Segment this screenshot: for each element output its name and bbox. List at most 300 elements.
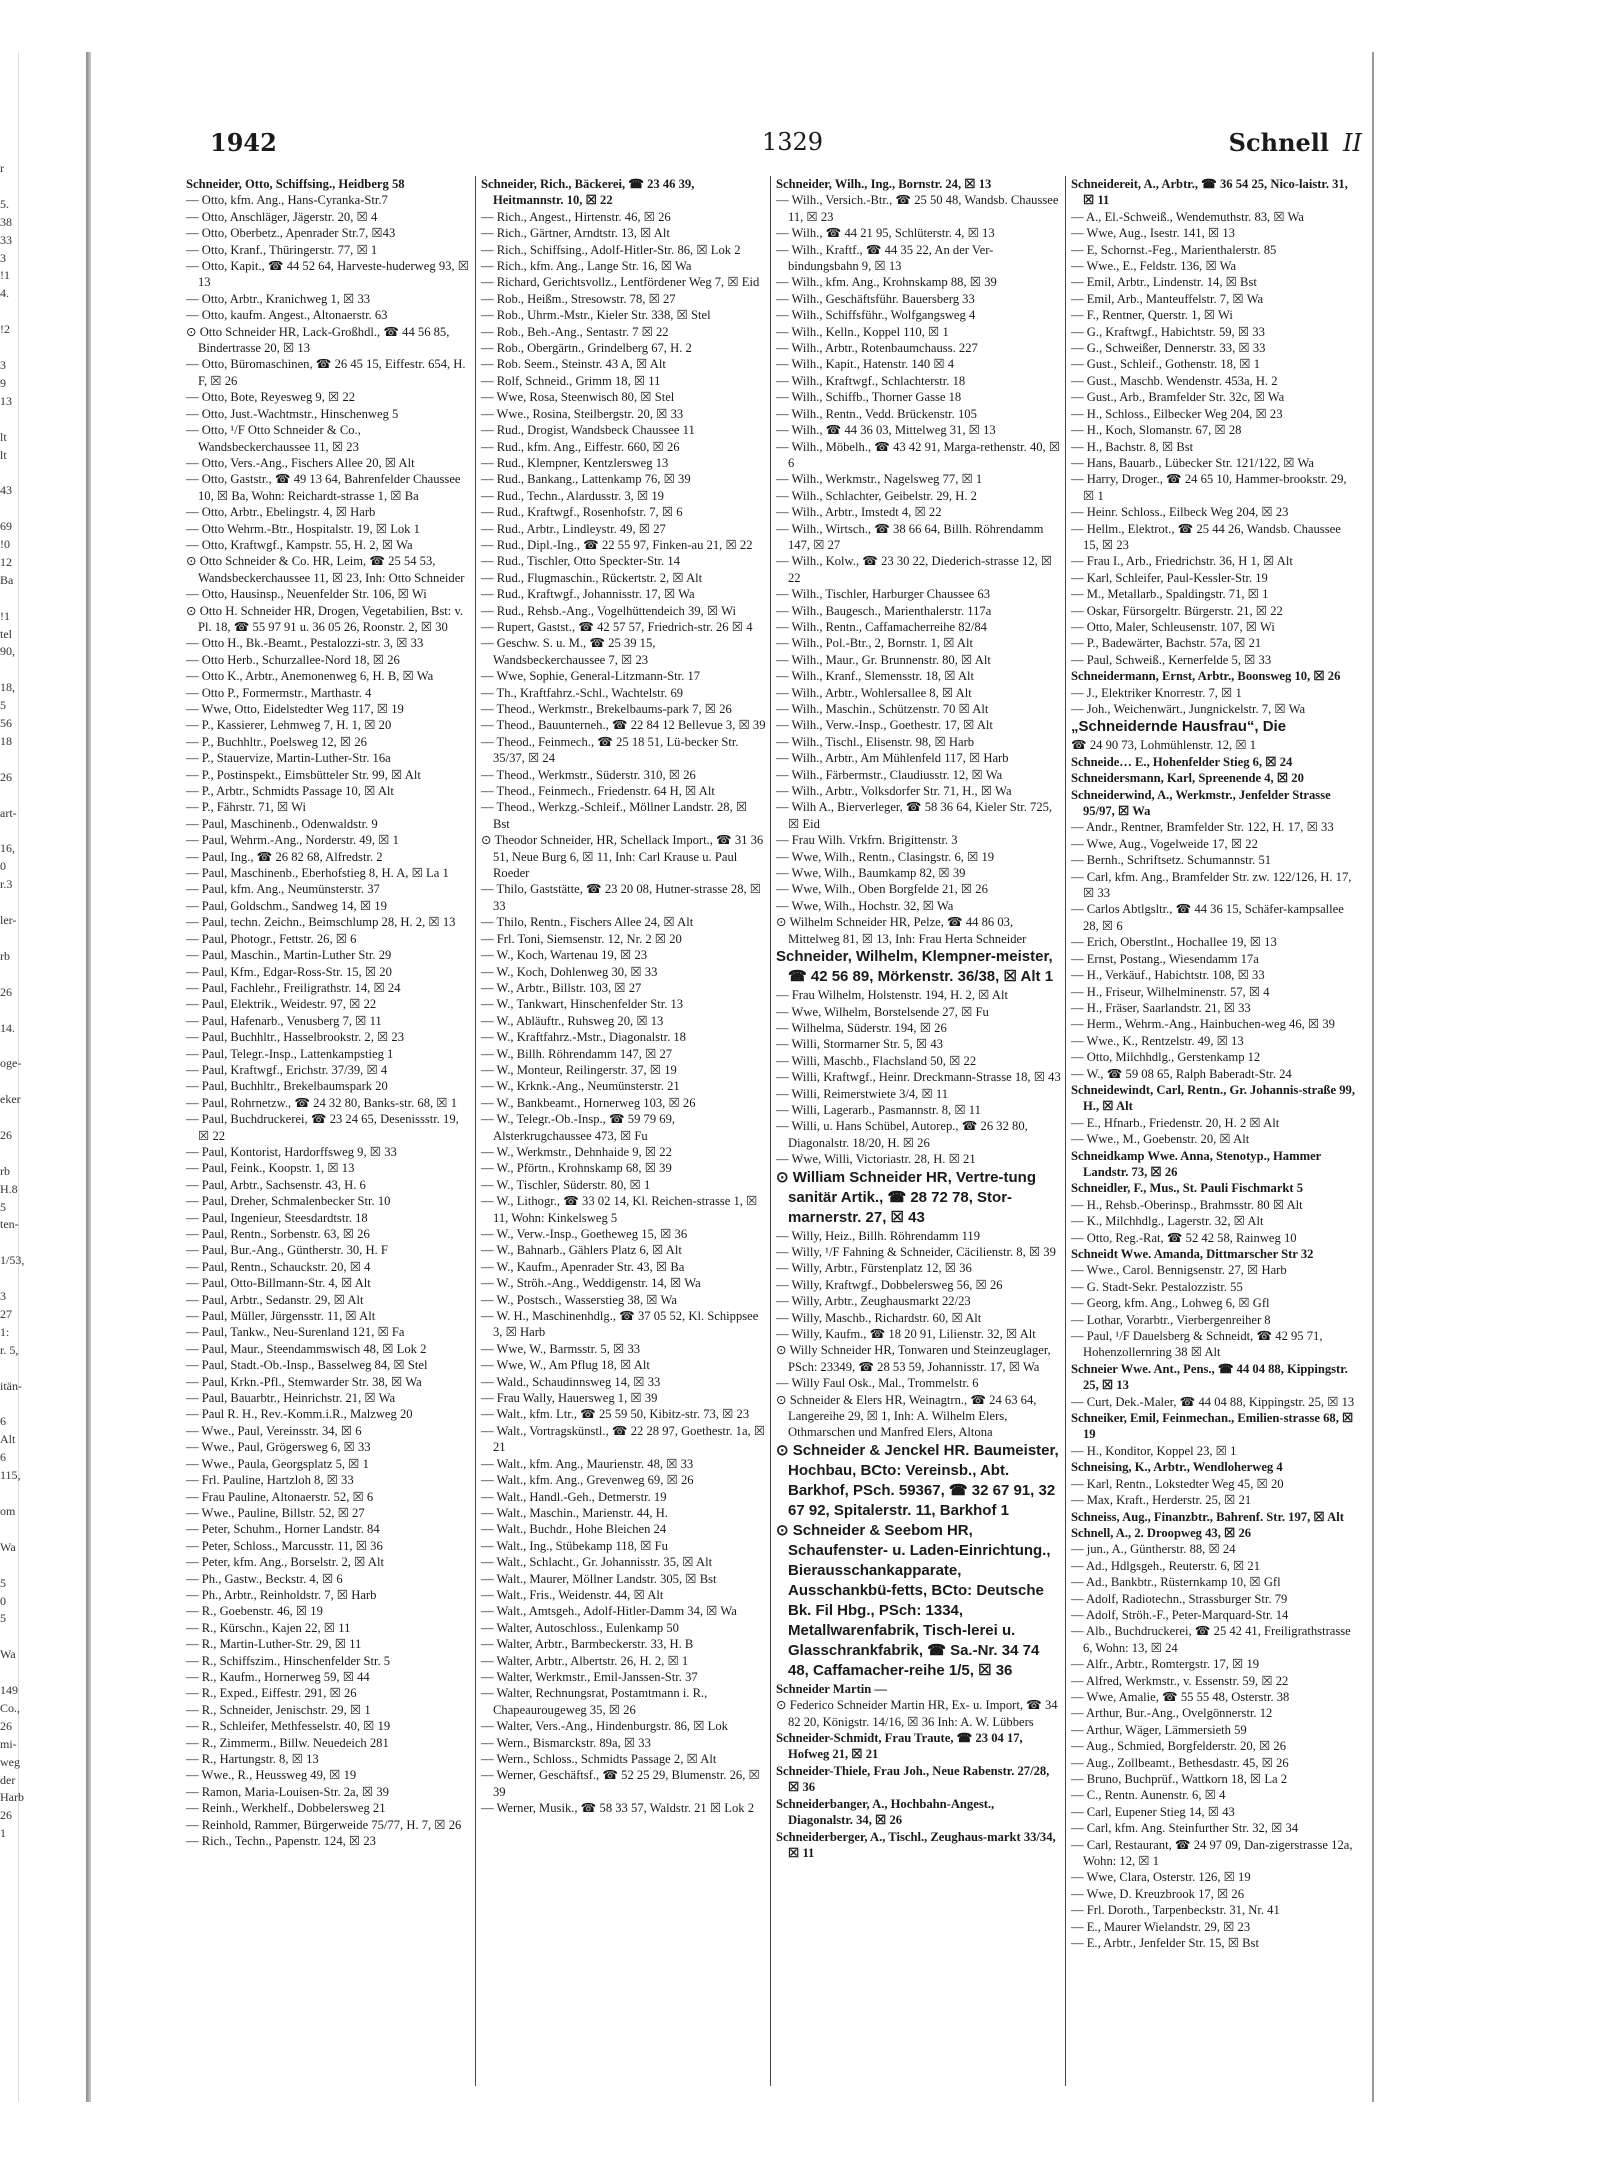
directory-entry: — Ph., Arbtr., Reinholdstr. 7, ☒ Harb: [186, 1587, 377, 1602]
strip-fragment: 26: [0, 1718, 12, 1733]
directory-entry: — Otto, Arbtr., Ebelingstr. 4, ☒ Harb: [186, 505, 376, 520]
directory-entry: — Wwe, D. Kreuzbrook 17, ☒ 26: [1071, 1886, 1244, 1901]
directory-entry: — P., Fährstr. 71, ☒ Wi: [186, 800, 307, 815]
directory-entry: — Paul, Photogr., Fettstr. 26, ☒ 6: [186, 931, 357, 946]
directory-entry: — J., Elektriker Knorrestr. 7, ☒ 1: [1071, 685, 1242, 700]
directory-entry: — Otto, Reg.-Rat, ☎ 52 42 58, Rainweg 10: [1071, 1230, 1297, 1245]
directory-entry: — Wwe, Aug., Isestr. 141, ☒ 13: [1071, 226, 1235, 241]
directory-entry: — Wilh., Maschin., Schützenstr. 70 ☒ Alt: [776, 702, 989, 716]
directory-entry: — Wilh., ☎ 44 21 95, Schlüterstr. 4, ☒ 13: [776, 226, 995, 241]
directory-entry: — F., Rentner, Querstr. 1, ☒ Wi: [1071, 308, 1233, 323]
directory-entry: — Wwe, Aug., Vogelweide 17, ☒ 22: [1071, 836, 1258, 851]
directory-entry: — Wilh., Verw.-Insp., Goethestr. 17, ☒ Alt: [776, 718, 993, 733]
directory-entry: — Otto Wehrm.-Btr., Hospitalstr. 19, ☒ Lok 1: [186, 521, 420, 536]
directory-entry: — Rud., Dipl.-Ing., ☎ 22 55 97, Finken-au 21, ☒ 22: [481, 537, 753, 552]
directory-entry: — Gust., Schleif., Gothenstr. 18, ☒ 1: [1071, 357, 1260, 372]
strip-fragment: 149: [0, 1683, 18, 1698]
directory-entry: — Rud., Klempner, Kentzlersweg 13: [481, 455, 669, 470]
directory-entry: — Frau I., Arb., Friedrichstr. 36, H 1, ☒ Alt: [1071, 554, 1293, 569]
strip-fragment: 9: [0, 375, 6, 390]
directory-entry: — Carl, kfm. Ang. Steinfurther Str. 32, ☒ 34: [1071, 1821, 1299, 1836]
directory-entry: — Walt., Buchdr., Hohe Bleichen 24: [481, 1522, 667, 1537]
strip-fragment: rb: [0, 1163, 10, 1178]
directory-entry: — Th., Kraftfahrz.-Schl., Wachtelstr. 69: [481, 685, 684, 700]
strip-fragment: [0, 1396, 16, 1414]
strip-fragment: 5.: [0, 196, 9, 211]
directory-entry: — Otto, Milchhdlg., Gerstenkamp 12: [1071, 1050, 1261, 1065]
directory-entry: — Wwe, Rosa, Steenwisch 80, ☒ Stel: [481, 390, 675, 405]
directory-entry: — Willy, Arbtr., Fürstenplatz 12, ☒ 36: [776, 1261, 972, 1276]
page-header: [116, 70, 1362, 157]
directory-entry: — Wilh., Rentn., Vedd. Brückenstr. 105: [776, 406, 977, 421]
directory-entry: ⊙ Willy Schneider HR, Tonwaren und Steinzeuglager, PSch: 23349, ☎ 28 53 59, Johannisstr. 17, ☒ Wa: [776, 1343, 1051, 1374]
directory-entry: — Wilh., Färbermstr., Claudiusstr. 12, ☒ Wa: [776, 767, 1003, 782]
column-rule: [475, 176, 476, 2086]
strip-fragment: [0, 661, 16, 679]
directory-entry: — Otto, Maler, Schleusenstr. 107, ☒ Wi: [1071, 619, 1275, 634]
directory-entry: — Reinh., Werkhelf., Dobbelersweg 21: [186, 1801, 386, 1816]
directory-entry: — Max, Kraft., Herderstr. 25, ☒ 21: [1071, 1493, 1252, 1508]
directory-entry: — H., Rehsb.-Oberinsp., Brahmsstr. 80 ☒ Alt: [1071, 1197, 1303, 1212]
directory-entry: — H., Koch, Slomanstr. 67, ☒ 28: [1071, 423, 1242, 438]
directory-entry: — Paul, Feink., Koopstr. 1, ☒ 13: [186, 1161, 355, 1176]
directory-entry: — Wilh., Schiffsführ., Wolfgangsweg 4: [776, 308, 976, 323]
strip-fragment: art-: [0, 805, 17, 820]
directory-entry: Schneier Wwe. Ant., Pens., ☎ 44 04 88, Kippingstr. 25, ☒ 13: [1071, 1361, 1348, 1393]
directory-entry: — Walt., Vortragskünstl., ☎ 22 28 97, Goethestr. 1a, ☒ 21: [481, 1423, 766, 1455]
directory-entry: — Wwe., M., Goebenstr. 20, ☒ Alt: [1071, 1132, 1250, 1147]
directory-entry: — Willy, Kraftwgf., Dobbelersweg 56, ☒ 26: [776, 1277, 1003, 1292]
strip-fragment: [0, 590, 16, 608]
directory-entry: — Paul, Goldschm., Sandweg 14, ☒ 19: [186, 898, 387, 913]
directory-entry: — Walter, Arbtr., Albertstr. 26, H. 2, ☒ 1: [481, 1653, 689, 1668]
strip-fragment: H.8: [0, 1181, 18, 1196]
directory-entry: — Wwe, Wilh., Hochstr. 32, ☒ Wa: [776, 898, 954, 913]
strip-fragment: Harb: [0, 1790, 24, 1805]
strip-fragment: 1/53,: [0, 1253, 25, 1268]
directory-entry: — Paul, Maur., Steendammswisch 48, ☒ Lok 2: [186, 1341, 427, 1356]
strip-fragment: Co.,: [0, 1700, 21, 1715]
directory-entry: — Wilh., Rentn., Caffamacherreihe 82/84: [776, 619, 987, 634]
directory-entry: — Wwe, Wilh., Oben Borgfelde 21, ☒ 26: [776, 882, 988, 897]
directory-entry: — Paul, techn. Zeichn., Beimschlump 28, H. 2, ☒ 13: [186, 915, 456, 930]
directory-entry: — R., Kürschn., Kajen 22, ☒ 11: [186, 1620, 351, 1635]
directory-entry: — Wilh., Kranf., Slemensstr. 18, ☒ Alt: [776, 669, 975, 684]
directory-entry: — R., Goebenstr. 46, ☒ 19: [186, 1604, 323, 1619]
directory-entry: — Wwe., Pauline, Billstr. 52, ☒ 27: [186, 1505, 365, 1520]
directory-entry: — R., Kaufm., Hornerweg 59, ☒ 44: [186, 1669, 370, 1684]
directory-entry: — H., Verkäuf., Habichtstr. 108, ☒ 33: [1071, 968, 1265, 983]
strip-fragment: 3: [0, 1289, 6, 1304]
strip-fragment: Ba: [0, 572, 14, 587]
directory-entry: — W., Koch, Wartenau 19, ☒ 23: [481, 948, 648, 963]
strip-fragment: [0, 751, 16, 769]
strip-fragment: [0, 823, 16, 841]
directory-entry: — Paul, Maschinenb., Eberhofstieg 8, H. A, ☒ La 1: [186, 866, 449, 881]
strip-fragment: 13: [0, 393, 12, 408]
directory-entry: Schneising, K., Arbtr., Wendloherweg 4: [1071, 1460, 1283, 1475]
header-year: 1942: [210, 128, 277, 157]
directory-entry: — Hellm., Elektrot., ☎ 25 44 26, Wandsb. Chaussee 15, ☒ 23: [1071, 521, 1341, 552]
directory-entry: — Rob. Seem., Steinstr. 43 A, ☒ Alt: [481, 357, 666, 372]
directory-entry: — Willi, u. Hans Schübel, Autorep., ☎ 26 32 80, Diagonalstr. 18/20, H. ☒ 26: [776, 1119, 1028, 1150]
previous-page-strip: [0, 160, 25, 1843]
directory-entry: — Rob., Uhrm.-Mstr., Kieler Str. 338, ☒ Stel: [481, 308, 711, 323]
directory-entry: — R., Martin-Luther-Str. 29, ☒ 11: [186, 1637, 362, 1652]
strip-fragment: [0, 411, 16, 429]
directory-entry: — Wilh., Kelln., Koppel 110, ☒ 1: [776, 324, 949, 339]
strip-fragment: [0, 1037, 16, 1055]
strip-fragment: [0, 339, 16, 357]
directory-entry: Schnell, A., 2. Droopweg 43, ☒ 26: [1071, 1525, 1252, 1540]
directory-entry: — Wilh., Arbtr., Am Mühlenfeld 117, ☒ Harb: [776, 751, 1009, 766]
directory-entry: — Otto, Anschläger, Jägerstr. 20, ☒ 4: [186, 209, 378, 224]
directory-entry: — H., Friseur, Wilhelminenstr. 57, ☒ 4: [1071, 984, 1270, 999]
strip-fragment: [0, 966, 16, 984]
directory-entry: — Otto Herb., Schurzallee-Nord 18, ☒ 26: [186, 652, 400, 667]
directory-entry: — Walt., Handl.-Geh., Detmerstr. 19: [481, 1489, 667, 1504]
strip-fragment: [0, 1109, 16, 1127]
strip-fragment: lt: [0, 429, 7, 444]
directory-entry: — Frau Wally, Hauersweg 1, ☒ 39: [481, 1391, 658, 1406]
directory-entry: — Wilh., Kapit., Hatenstr. 140 ☒ 4: [776, 357, 955, 372]
strip-fragment: weg: [0, 1754, 20, 1769]
directory-entry: — Wwe, Amalie, ☎ 55 55 48, Osterstr. 38: [1071, 1689, 1290, 1704]
strip-fragment: itän-: [0, 1378, 22, 1393]
directory-entry: — Walt., Fris., Weidenstr. 44, ☒ Alt: [481, 1587, 664, 1602]
strip-fragment: 18,: [0, 680, 15, 695]
page-fold: [86, 52, 91, 2102]
directory-entry: — P., Kassierer, Lehmweg 7, H. 1, ☒ 20: [186, 718, 392, 733]
directory-entry: — Erich, Oberstlnt., Hochallee 19, ☒ 13: [1071, 935, 1277, 950]
directory-entry: — W., ☎ 59 08 65, Ralph Baberadt-Str. 24: [1071, 1066, 1292, 1081]
directory-entry: — Rud., Drogist, Wandsbeck Chaussee 11: [481, 423, 695, 438]
strip-fragment: 14.: [0, 1020, 15, 1035]
directory-entry: — Theod., Werkmstr., Süderstr. 310, ☒ 26: [481, 767, 696, 782]
strip-fragment: [0, 1234, 16, 1252]
directory-entry: — Karl, Rentn., Lokstedter Weg 45, ☒ 20: [1071, 1476, 1284, 1491]
directory-entry: — Wilh., Geschäftsführ. Bauersberg 33: [776, 291, 975, 306]
directory-entry: — Paul, Wehrm.-Ang., Norderstr. 49, ☒ 1: [186, 833, 399, 848]
directory-entry: Schneidewindt, Carl, Rentn., Gr. Johannis-straße 99, H., ☒ Alt: [1071, 1082, 1355, 1114]
strip-fragment: ler-: [0, 913, 17, 928]
directory-entry: — Otto, Arbtr., Kranichweg 1, ☒ 33: [186, 291, 371, 306]
directory-entry: — Joh., Weichenwärt., Jungnickelstr. 7, ☒ Wa: [1071, 702, 1306, 716]
directory-entry: — E., Maurer Wielandstr. 29, ☒ 23: [1071, 1919, 1251, 1934]
strip-fragment: Wa: [0, 1647, 16, 1662]
directory-entry: — R., Zimmerm., Billw. Neuedeich 281: [186, 1735, 389, 1750]
directory-entry: — Paul, Stadt.-Ob.-Insp., Basselweg 84, ☒ Stel: [186, 1358, 428, 1373]
directory-entry: — Wwe, Wilhelm, Borstelsende 27, ☒ Fu: [776, 1004, 989, 1019]
directory-entry: — Wwe., R., Heussweg 49, ☒ 19: [186, 1768, 357, 1783]
directory-entry: — W., Verw.-Insp., Goetheweg 15, ☒ 36: [481, 1227, 688, 1241]
strip-fragment: !2: [0, 322, 10, 337]
directory-entry: ⊙ Federico Schneider Martin HR, Ex- u. Import, ☎ 34 82 20, Königstr. 14/16, ☒ 36 Inh: A. W. Lübbers: [776, 1698, 1058, 1729]
strip-fragment: [0, 1002, 16, 1020]
directory-entry: — W., Koch, Dohlenweg 30, ☒ 33: [481, 964, 658, 979]
directory-entry: — Peter, Schuhm., Horner Landstr. 84: [186, 1522, 380, 1537]
strip-fragment: Wa: [0, 1539, 16, 1554]
strip-fragment: !0: [0, 537, 10, 552]
strip-fragment: [0, 894, 16, 912]
directory-entry: — Walter, Autoschloss., Eulenkamp 50: [481, 1620, 679, 1635]
directory-entry: Schneidermann, Ernst, Arbtr., Boonsweg 10, ☒ 26: [1071, 669, 1341, 684]
directory-entry: — Herm., Wehrm.-Ang., Hainbuchen-weg 46, ☒ 39: [1071, 1017, 1335, 1032]
directory-entry: — Rud., Flugmaschin., Rückertstr. 2, ☒ Alt: [481, 570, 703, 585]
strip-fragment: eker: [0, 1092, 21, 1107]
directory-entry: — Theod., Bauunterneh., ☎ 22 84 12 Bellevue 3, ☒ 39: [481, 718, 766, 733]
directory-entry: — Wilh., Versich.-Btr., ☎ 25 50 48, Wandsb. Chaussee 11, ☒ 23: [776, 193, 1059, 224]
directory-entry: — P., Arbtr., Schmidts Passage 10, ☒ Alt: [186, 784, 394, 799]
directory-entry: Schneider-Thiele, Frau Joh., Neue Rabenstr. 27/28, ☒ 36: [776, 1763, 1050, 1795]
directory-entry: — Rob., Beh.-Ang., Sentastr. 7 ☒ 22: [481, 324, 669, 339]
directory-entry: — Walt., Maschin., Marienstr. 44, H.: [481, 1505, 668, 1520]
directory-entry: — W., Abläuftr., Ruhsweg 20, ☒ 13: [481, 1013, 664, 1028]
column-1: [186, 176, 471, 2086]
directory-entry: — W., Tischler, Süderstr. 80, ☒ 1: [481, 1177, 651, 1192]
column-rule: [1065, 176, 1066, 2086]
directory-entry: Schneider, Wilhelm, Klempner-meister, ☎ 42 56 89, Mörkenstr. 36/38, ☒ Alt 1: [776, 948, 1054, 986]
directory-entry: — W., Bahnarb., Gählers Platz 6, ☒ Alt: [481, 1243, 682, 1258]
directory-entry: — Rud., Arbtr., Lindleystr. 49, ☒ 27: [481, 521, 666, 536]
running-head-suffix: II: [1343, 129, 1362, 157]
column-3: [776, 176, 1061, 2086]
directory-entry: — Otto K., Arbtr., Anemonenweg 6, H. B, ☒ Wa: [186, 669, 434, 684]
column-rule: [770, 176, 771, 2086]
directory-entry: — Wwe., K., Rentzelstr. 49, ☒ 13: [1071, 1033, 1244, 1048]
directory-entry: — Adolf, Ströh.-F., Peter-Marquard-Str. 14: [1071, 1607, 1289, 1622]
directory-entry: — Otto H., Bk.-Beamt., Pestalozzi-str. 3, ☒ 33: [186, 636, 424, 651]
directory-entry: — Paul, kfm. Ang., Neumünsterstr. 37: [186, 882, 380, 897]
directory-entry: — Walter, Vers.-Ang., Hindenburgstr. 86, ☒ Lok: [481, 1719, 728, 1734]
strip-fragment: !1: [0, 268, 10, 283]
directory-entry: — Walt., Ing., Stübekamp 118, ☒ Fu: [481, 1538, 668, 1553]
page-right-edge: [1372, 52, 1374, 2102]
strip-fragment: 5: [0, 1199, 6, 1214]
running-head-name: Schnell: [1228, 128, 1330, 157]
directory-entry: — Paul, Krkn.-Pfl., Stemwarder Str. 38, ☒ Wa: [186, 1374, 422, 1389]
directory-entry: — Walter, Werkmstr., Emil-Janssen-Str. 37: [481, 1669, 698, 1684]
directory-entry: — Wilh., Arbtr., Volksdorfer Str. 71, H., ☒ Wa: [776, 784, 1012, 799]
directory-entry: — W., Werkmstr., Dehnhaide 9, ☒ 22: [481, 1144, 672, 1159]
directory-entry: — Carl, Restaurant, ☎ 24 97 09, Dan-zigerstrasse 12a, Wohn: 12, ☒ 1: [1071, 1837, 1353, 1869]
directory-entry: — Walt., Amtsgeh., Adolf-Hitler-Damm 34, ☒ Wa: [481, 1604, 737, 1619]
directory-entry: — Paul, Rentn., Sorbenstr. 63, ☒ 26: [186, 1227, 370, 1241]
directory-entry: — Paul, Kraftwgf., Erichstr. 37/39, ☒ 4: [186, 1062, 388, 1077]
directory-entry: — Paul, Bur.-Ang., Güntherstr. 30, H. F: [186, 1243, 388, 1258]
directory-entry: — Ramon, Maria-Louisen-Str. 2a, ☒ 39: [186, 1784, 389, 1799]
directory-entry: — W., Postsch., Wasserstieg 38, ☒ Wa: [481, 1292, 677, 1307]
directory-entry: Schneider-Schmidt, Frau Traute, ☎ 23 04 17, Hofweg 21, ☒ 21: [776, 1731, 1023, 1762]
directory-entry: — G., Kraftwgf., Habichtstr. 59, ☒ 33: [1071, 324, 1265, 339]
directory-entry: — Harry, Droger., ☎ 24 65 10, Hammer-brookstr. 29, ☒ 1: [1071, 472, 1347, 503]
directory-entry: — Wilh A., Bierverleger, ☎ 58 36 64, Kieler Str. 725, ☒ Eid: [776, 800, 1053, 831]
directory-entry: — Wwe., Carol. Bennigsenstr. 27, ☒ Harb: [1071, 1263, 1287, 1278]
directory-entry: — R., Schleifer, Methfesselstr. 40, ☒ 19: [186, 1719, 391, 1734]
directory-entry: — Otto, Kraftwgf., Kampstr. 55, H. 2, ☒ Wa: [186, 537, 413, 552]
directory-entry: — Rich., Schiffsing., Adolf-Hitler-Str. 86, ☒ Lok 2: [481, 242, 741, 257]
strip-fragment: oge-: [0, 1056, 22, 1071]
strip-fragment: 6: [0, 1450, 6, 1465]
directory-entry: ☎ 24 90 73, Lohmühlenstr. 12, ☒ 1: [1071, 738, 1257, 753]
strip-fragment: [0, 1521, 16, 1539]
strip-fragment: 5: [0, 698, 6, 713]
directory-entry: — Theod., Feinmech., Friedenstr. 64 H, ☒ Alt: [481, 784, 715, 799]
directory-entry: — Otto, Hausinsp., Neuenfelder Str. 106, ☒ Wi: [186, 587, 427, 602]
directory-entry: — Willi, Lagerarb., Pasmannstr. 8, ☒ 11: [776, 1102, 981, 1117]
directory-entry: — Alb., Buchdruckerei, ☎ 25 42 41, Freiligrathstrasse 6, Wohn: 13, ☒ 24: [1071, 1624, 1351, 1655]
strip-fragment: 3: [0, 357, 6, 372]
strip-fragment: [0, 1360, 16, 1378]
directory-entry: — Thilo, Rentn., Fischers Allee 24, ☒ Alt: [481, 915, 694, 930]
strip-fragment: [0, 1485, 16, 1503]
directory-entry: — Ad., Bankbtr., Rüsternkamp 10, ☒ Gfl: [1071, 1575, 1281, 1590]
directory-entry: — Walter, Arbtr., Barmbeckerstr. 33, H. B: [481, 1637, 694, 1652]
directory-entry: — Georg, kfm. Ang., Lohweg 6, ☒ Gfl: [1071, 1296, 1270, 1311]
directory-entry: — Paul, Arbtr., Sedanstr. 29, ☒ Alt: [186, 1292, 364, 1307]
directory-entry: — Otto, Kranf., Thüringerstr. 77, ☒ 1: [186, 242, 378, 257]
strip-fragment: 27: [0, 1307, 12, 1321]
directory-entry: — W., Kraftfahrz.-Mstr., Diagonalstr. 18: [481, 1030, 686, 1045]
directory-entry: — Wern., Schloss., Schmidts Passage 2, ☒ Alt: [481, 1752, 717, 1766]
directory-entry: — Paul, Arbtr., Sachsenstr. 43, H. 6: [186, 1177, 366, 1192]
directory-entry: — Arthur, Wäger, Lämmersieth 59: [1071, 1722, 1247, 1737]
directory-entry: — Otto, Gaststr., ☎ 49 13 64, Bahrenfelder Chaussee 10, ☒ Ba, Wohn: Reichardt-strasse 1, ☒ Ba: [186, 472, 461, 503]
directory-entry: — Otto P., Formermstr., Marthastr. 4: [186, 685, 372, 700]
directory-entry: — Walt., kfm. Ang., Maurienstr. 48, ☒ 33: [481, 1456, 694, 1471]
directory-entry: Schneidkamp Wwe. Anna, Stenotyp., Hammer Landstr. 73, ☒ 26: [1071, 1148, 1322, 1179]
strip-fragment: ten-: [0, 1217, 19, 1232]
directory-entry: — Rud., Rehsb.-Ang., Vogelhüttendeich 39, ☒ Wi: [481, 603, 736, 618]
directory-entry: — Rupert, Gastst., ☎ 42 57 57, Friedrich-str. 26 ☒ 4: [481, 619, 753, 634]
directory-entry: — W., Krknk.-Ang., Neumünsterstr. 21: [481, 1079, 680, 1094]
directory-entry: — P., Buchhltr., Poelsweg 12, ☒ 26: [186, 734, 367, 749]
directory-entry: — Otto, Kapit., ☎ 44 52 64, Harveste-huderweg 93, ☒ 13: [186, 259, 469, 290]
strip-fragment: 90,: [0, 644, 15, 659]
directory-entry: — Willy, Heiz., Billh. Röhrendamm 119: [776, 1228, 981, 1243]
directory-entry: Schneiderwind, A., Werkmstr., Jenfelder Strasse 95/97, ☒ Wa: [1071, 787, 1331, 819]
directory-entry: — R., Schiffszim., Hinschenfelder Str. 5: [186, 1653, 391, 1668]
strip-fragment: 1: [0, 1826, 6, 1841]
directory-entry: Schneidereit, A., Arbtr., ☎ 36 54 25, Nico-laistr. 31, ☒ 11: [1071, 177, 1348, 208]
directory-entry: — W., Lithogr., ☎ 33 02 14, Kl. Reichen-strasse 1, ☒ 11, Wohn: Kinkelsweg 5: [481, 1194, 758, 1225]
directory-entry: — Wilh., Baugesch., Marienthalerstr. 117a: [776, 603, 992, 618]
strip-fragment: [0, 1664, 16, 1682]
directory-entry: — Paul, Dreher, Schmalenbecker Str. 10: [186, 1194, 391, 1209]
directory-entry: ⊙ Wilhelm Schneider HR, Pelze, ☎ 44 86 03, Mittelweg 81, ☒ 13, Inh: Frau Herta Schneider: [776, 915, 1027, 946]
directory-entry: — W., Ströh.-Ang., Weddigenstr. 14, ☒ Wa: [481, 1276, 701, 1291]
strip-fragment: [0, 464, 16, 482]
directory-entry: — Wilhelma, Süderstr. 194, ☒ 26: [776, 1020, 947, 1035]
strip-fragment: 33: [0, 232, 12, 247]
strip-fragment: [0, 1270, 16, 1288]
directory-entry: — Paul, Hafenarb., Venusberg 7, ☒ 11: [186, 1013, 382, 1028]
directory-entry: — Thilo, Gaststätte, ☎ 23 20 08, Hutner-strasse 28, ☒ 33: [481, 882, 762, 913]
directory-entry: — Wilh., Tischler, Harburger Chaussee 63: [776, 587, 990, 602]
column-4: [1071, 176, 1356, 2086]
directory-entry: — W., Monteur, Reilingerstr. 37, ☒ 19: [481, 1062, 677, 1077]
strip-fragment: 56: [0, 716, 12, 731]
directory-entry: — Wilh., Arbtr., Wohlersallee 8, ☒ Alt: [776, 685, 972, 700]
directory-entry: — Wwe, Willi, Victoriastr. 28, H. ☒ 21: [776, 1152, 976, 1167]
strip-fragment: [0, 303, 16, 321]
directory-entry: — Wilh., Schlachter, Geibelstr. 29, H. 2: [776, 488, 977, 503]
directory-entry: Schneide… E., Hohenfelder Stieg 6, ☒ 24: [1071, 754, 1293, 769]
strip-fragment: 18: [0, 734, 12, 748]
directory-entry: — Paul, Buchdruckerei, ☎ 23 24 65, Desenissstr. 19, ☒ 22: [186, 1112, 459, 1143]
directory-entry: — Rolf, Schneid., Grimm 18, ☒ 11: [481, 373, 661, 388]
directory-entry: — Otto, kfm. Ang., Hans-Cyranka-Str.7: [186, 193, 388, 208]
strip-fragment: 0: [0, 859, 6, 874]
directory-entry: — Rich., kfm. Ang., Lange Str. 16, ☒ Wa: [481, 259, 692, 274]
directory-entry: — Lothar, Vorarbtr., Vierbergenreiher 8: [1071, 1312, 1271, 1327]
strip-fragment: lt: [0, 447, 7, 462]
strip-fragment: 26: [0, 769, 12, 784]
directory-entry: — Otto, kaufm. Angest., Altonaerstr. 63: [186, 308, 388, 323]
directory-entry: — Emil, Arbtr., Lindenstr. 14, ☒ Bst: [1071, 275, 1257, 290]
directory-entry: — W., Arbtr., Billstr. 103, ☒ 27: [481, 980, 642, 995]
directory-entry: — Oskar, Fürsorgeltr. Bürgerstr. 21, ☒ 22: [1071, 603, 1283, 618]
strip-fragment: [0, 787, 16, 805]
strip-fragment: 115,: [0, 1468, 21, 1483]
directory-entry: Schneiss, Aug., Finanzbtr., Bahrenf. Str. 197, ☒ Alt: [1071, 1509, 1344, 1524]
directory-entry: — Walt., Schlacht., Gr. Johannisstr. 35, ☒ Alt: [481, 1555, 713, 1570]
directory-entry: — W. H., Maschinenhdlg., ☎ 37 05 52, Kl. Schippsee 3, ☒ Harb: [481, 1309, 759, 1340]
directory-entry: — P., Badewärter, Bachstr. 57a, ☒ 21: [1071, 636, 1262, 651]
directory-entry: Schneiker, Emil, Feinmechan., Emilien-strasse 68, ☒ 19: [1071, 1411, 1354, 1442]
directory-entry: — Walt., kfm. Ltr., ☎ 25 59 50, Kibitz-str. 73, ☒ 23: [481, 1407, 750, 1422]
directory-entry: — Wilh., ☎ 44 36 03, Mittelweg 31, ☒ 13: [776, 423, 996, 438]
directory-entry: — R., Schneider, Jenischstr. 29, ☒ 1: [186, 1702, 371, 1717]
strip-fragment: 3: [0, 250, 6, 265]
strip-fragment: 69: [0, 519, 12, 534]
directory-entry: — E, Schornst.-Feg., Marienthalerstr. 85: [1071, 242, 1277, 257]
directory-entry: Schneidersmann, Karl, Spreenende 4, ☒ 20: [1071, 771, 1304, 786]
directory-entry: — Alfred, Werkmstr., v. Essenstr. 59, ☒ 22: [1071, 1673, 1289, 1688]
strip-fragment: [0, 1628, 16, 1646]
directory-entry: Schneider, Wilh., Ing., Bornstr. 24, ☒ 13: [776, 177, 992, 191]
directory-entry: — Aug., Zollbeamt., Bethesdastr. 45, ☒ 26: [1071, 1755, 1289, 1770]
directory-entry: — Carlos Abtlgsltr., ☎ 44 36 15, Schäfer-kampsallee 28, ☒ 6: [1071, 902, 1344, 933]
directory-entry: ⊙ Otto Schneider HR, Lack-Großhdl., ☎ 44 56 85, Bindertrasse 20, ☒ 13: [186, 324, 450, 356]
directory-entry: — K., Milchhdlg., Lagerstr. 32, ☒ Alt: [1071, 1214, 1264, 1229]
directory-entry: — Paul, Elektrik., Weidestr. 97, ☒ 22: [186, 997, 377, 1012]
directory-entry: — Adolf, Radiotechn., Strassburger Str. 79: [1071, 1591, 1288, 1606]
strip-fragment: 26: [0, 1808, 12, 1823]
directory-entry: — Aug., Schmied, Borgfelderstr. 20, ☒ 26: [1071, 1739, 1286, 1754]
directory-entry: — Wwe., Paul, Vereinsstr. 34, ☒ 6: [186, 1423, 362, 1438]
strip-fragment: [0, 1073, 16, 1091]
directory-entry: — Wwe., Paul, Grögersweg 6, ☒ 33: [186, 1440, 371, 1455]
directory-entry: — Paul, ¹/F Dauelsberg & Schneidt, ☎ 42 95 71, Hohenzollernring 38 ☒ Alt: [1071, 1329, 1323, 1360]
directory-entry: — Otto, Vers.-Ang., Fischers Allee 20, ☒ Alt: [186, 455, 415, 470]
strip-fragment: [0, 500, 16, 518]
directory-entry: — Ad., Hdlgsgeh., Reuterstr. 6, ☒ 21: [1071, 1558, 1260, 1573]
directory-entry: — Geschw. S. u. M., ☎ 25 39 15, Wandsbeckerchaussee 7, ☒ 23: [481, 636, 656, 667]
directory-entry: — E., Arbtr., Jenfelder Str. 15, ☒ Bst: [1071, 1936, 1259, 1951]
directory-entry: — Hans, Bauarb., Lübecker Str. 121/122, ☒ Wa: [1071, 455, 1314, 470]
strip-fragment: [0, 1145, 16, 1163]
directory-entry: — Gust., Arb., Bramfelder Str. 32c, ☒ Wa: [1071, 390, 1285, 405]
directory-entry: — Rob., Heißm., Stresowstr. 78, ☒ 27: [481, 291, 676, 306]
directory-entry: — Paul, Ingenieur, Steesdardtstr. 18: [186, 1210, 368, 1225]
directory-entry: — E., Hfnarb., Friedenstr. 20, H. 2 ☒ Alt: [1071, 1115, 1280, 1130]
directory-entry: — W., Tankwart, Hinschenfelder Str. 13: [481, 997, 684, 1012]
directory-entry: — Wwe, W., Barmsstr. 5, ☒ 33: [481, 1341, 641, 1356]
strip-fragment: 12: [0, 554, 12, 569]
directory-entry: — Otto, Oberbetz., Apenrader Str.7, ☒43: [186, 226, 396, 241]
strip-fragment: r. 5,: [0, 1342, 19, 1357]
